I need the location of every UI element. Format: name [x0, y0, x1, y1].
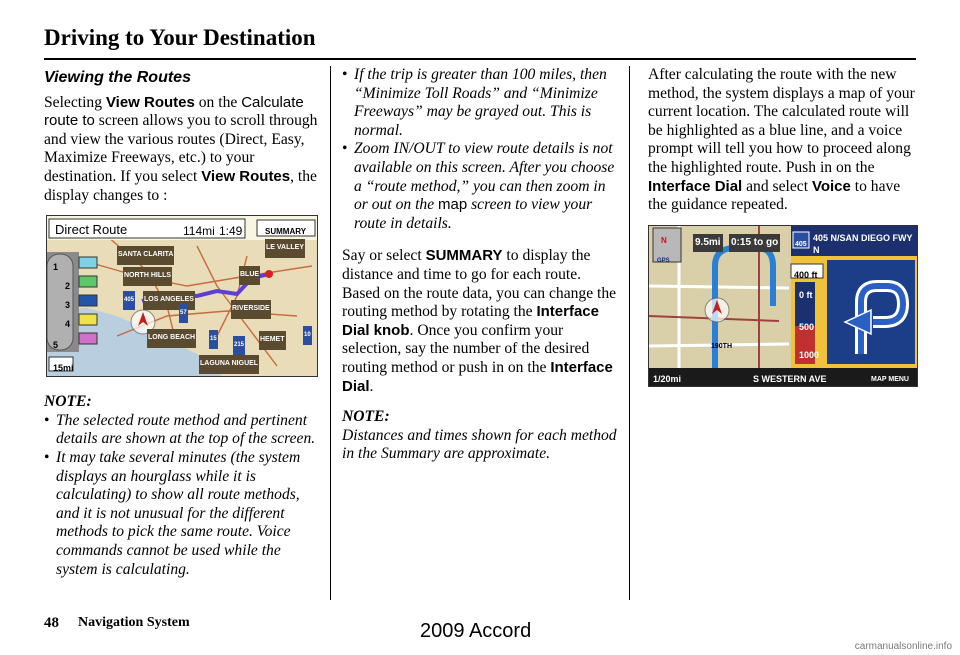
route-number: 4 [65, 319, 71, 330]
map-scale: 15mi [53, 363, 74, 374]
highway-shield: 57 [179, 304, 188, 323]
column-1 [44, 66, 320, 579]
place-label: HEMET [259, 331, 286, 350]
note-list [44, 412, 320, 579]
interstate-shield-icon: 405 [795, 240, 807, 248]
summary-button[interactable]: SUMMARY [265, 227, 307, 237]
column-divider [629, 66, 630, 600]
next-turn-distance: 400 ft [794, 269, 818, 280]
route-view-screenshot [46, 215, 318, 377]
route-number: 2 [65, 281, 71, 292]
place-label: BLUE [239, 266, 260, 285]
bar-label: 0 ft [799, 289, 813, 300]
page-number: 48 [44, 615, 59, 631]
watermark: carmanualsonline.info [854, 641, 952, 652]
route-time: 1:49 [219, 224, 243, 239]
note-text: Distances and times shown for each method in the Summary are approximate. [342, 426, 617, 463]
note-label: NOTE: [44, 393, 92, 411]
title-rule [44, 58, 916, 60]
place-label: LONG BEACH [147, 329, 196, 348]
gps-icon: GPS [657, 257, 670, 264]
bar-label: 500 [799, 321, 815, 332]
note-item: • The selected route method and pertinent details are shown at the top of the screen. [44, 412, 320, 449]
bullet-list [342, 66, 618, 233]
model-label: 2009 Accord [420, 620, 532, 642]
place-label: LE VALLEY [265, 239, 305, 258]
page-title: Driving to Your Destination [44, 25, 316, 50]
street-label: 190TH [711, 342, 733, 350]
place-label: NORTH HILLS [123, 267, 172, 286]
bar-label: 1000 [799, 349, 820, 360]
guidance-screenshot [648, 225, 918, 387]
map-scale: 1/20mi [653, 373, 682, 384]
route-number: 1 [53, 262, 59, 273]
place-label: LOS ANGELES [143, 291, 195, 310]
bullet-item: • If the trip is greater than 100 miles, then “Minimize Toll Roads” and “Minimize Freeways” may be grayed out. This is normal. [342, 66, 618, 140]
note-label: NOTE: [342, 408, 390, 426]
summary-paragraph: Say or select SUMMARY to display the distance and time to go for each route. Based on the route data, you can change the routing method by rotating the Interface Dial knob. Once you confirm your selection, say the number of the desired routing method or push in on the Interface Dial. [342, 247, 617, 395]
route-number: 3 [65, 300, 71, 311]
guidance-map-svg [649, 226, 917, 386]
column-3 [648, 66, 918, 387]
highway-shield: 10 [303, 326, 312, 345]
road-heading: 405 N/SAN DIEGO FWY [813, 232, 913, 243]
section-heading: Viewing the Routes [44, 69, 191, 86]
place-label: SANTA CLARITA [117, 246, 174, 265]
road-direction: N [813, 244, 820, 255]
bullet-item: • Zoom IN/OUT to view route details is not available on this screen. After you choose a “route method,” you can then zoom in or out on the map screen to view your route in details. [342, 140, 618, 233]
intro-paragraph: Selecting View Routes on the Calculate route to screen allows you to scroll through and view the various routes (Direct, Easy, Maximize Freeways, etc.) to your destination. If you select View Routes, the display changes to : [44, 93, 318, 204]
map-menu-button[interactable]: MAP MENU [871, 375, 909, 383]
column-2 [342, 66, 618, 464]
place-label: RIVERSIDE [231, 300, 271, 319]
highway-shield: 15 [209, 330, 218, 349]
highway-shield: 405 [123, 291, 135, 310]
footer-system-name: Navigation System [78, 615, 190, 630]
route-distance: 114mi [183, 224, 215, 239]
guidance-paragraph: After calculating the route with the new method, the system displays a map of your current location. The calculated route will be highlighted as a blue line, and a voice prompt will tell you how to proceed along the highlighted route. Push in on the Interface Dial and select Voice to have the guidance repeated. [648, 66, 915, 214]
route-name: Direct Route [55, 222, 128, 238]
route-number: 5 [53, 340, 59, 351]
highway-shield: 215 [233, 336, 245, 355]
compass-icon: N [661, 235, 667, 245]
current-street: S WESTERN AVE [753, 373, 827, 384]
column-divider [330, 66, 331, 600]
place-label: LAGUNA NIGUEL [199, 355, 259, 374]
distance-to-go: 9.5mi [693, 234, 723, 253]
note-item: • It may take several minutes (the system displays an hourglass while it is calculating) to show all route methods, and it is not unusual for the different methods to pick the same route. Voice commands cannot be used while the system is calculating. [44, 449, 320, 579]
time-to-go: 0:15 to go [729, 234, 780, 253]
